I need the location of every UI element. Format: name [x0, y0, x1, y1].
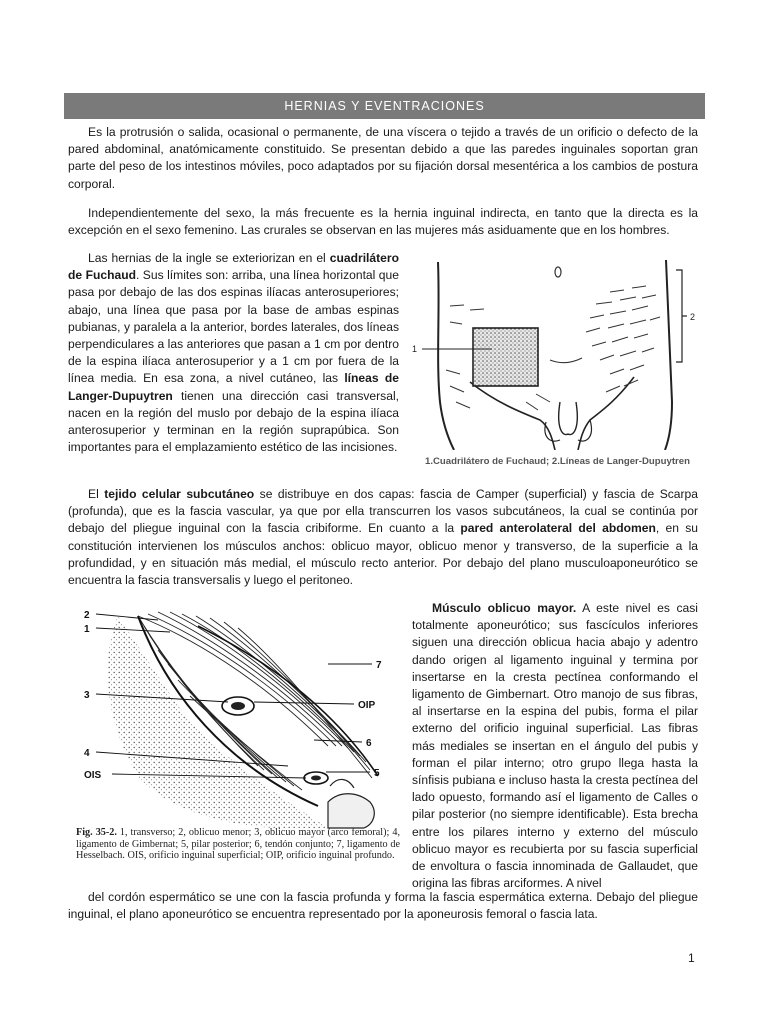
page-number: 1 [688, 951, 695, 965]
figure2-caption-number: Fig. 35-2. [76, 827, 117, 838]
section-title: HERNIAS Y EVENTRACIONES [64, 93, 705, 119]
figure2-label-3: 3 [84, 690, 90, 701]
figure1-label-2: 2 [690, 312, 696, 322]
figure2-label-oip: OIP [358, 700, 376, 711]
text-run: tienen una dirección casi transversal, nacen en la región del muslo por debajo de la espina ilíaca anterosuperior y terminan en la región suprapúbica. Son importantes para el emplazamiento estético de las incisiones. [68, 388, 399, 455]
bold-term: tejido celular subcutáneo [104, 487, 255, 501]
inguinal-anatomy-figure [78, 606, 402, 830]
bold-term: líneas de Langer-Dupuytren [68, 371, 399, 403]
text-run: . Sus límites son: arriba, una línea horizontal que pasa por debajo de las dos espinas ilíacas anterosuperiores; abajo, una línea que pasa por la base de ambas espinas pubianas, y paralela a la anterior, bordes laterales, dos líneas perpendiculares a las anteriores que pasan a 1 cm por dentro de la espina ilíaca anterosuperior y a 1 cm por fuera de la línea media. En esa zona, a nivel cutáneo, las [68, 268, 399, 386]
paragraph-subcutaneous [68, 486, 698, 589]
paragraph-frequency: Independientemente del sexo, la más frecuente es la hernia inguinal indirecta, en tanto que la directa es la excepción en el sexo femenino. Las crurales se observan en las mujeres más asiduamente que en los hombres. [68, 206, 698, 238]
text-run: se distribuye en dos capas: fascia de Camper (superficial) y fascia de Scarpa (profunda), que es la fascia vascular, ya que por ella transcurren los vasos subcutáneos, la cual se continúa por debajo del pliegue inguinal con la fascia cribiforme. En cuanto a la [68, 487, 699, 536]
bold-term: Músculo oblicuo mayor. [432, 601, 577, 615]
paragraph-fuchaud [68, 250, 399, 456]
text-run: A este nivel es casi totalmente aponeurótico; sus fascículos inferiores siguen una dirección oblicua hacia abajo y adentro dando origen al ligamento inguinal y termina por insertarse en la cresta pectínea conformando el ligamento de Gimbernart. Otro manojo de sus fibras, al insertarse en la espina del pubis, forma el pilar externo del orificio inguinal superficial. Las fibras más mediales se insertan en el ángulo del pubis y forman el pilar interno; otro grupo llega hasta la sínfisis pubiana e incluso hasta la cresta pectínea del lado opuesto, formando así el ligamento de Calles o pilar posterior (no siempre identificable). Esta brecha entre los pilares interno y externo del músculo oblicuo mayor es recubierta por su fascia superficial de envoltura o fascia innominada de Gallaudet, que origina las fibras arciformes. A nivel [412, 601, 698, 891]
text-run: , en su constitución intervienen los músculos anchos: oblicuo mayor, oblicuo menor y transverso, de la superficie a la profundidad, y en situación más medial, el músculo recto anterior. Por debajo del plano musculoaponeurótico se encuentra la fascia transversalis y luego el peritoneo. [68, 521, 698, 588]
figure2-label-4: 4 [84, 748, 90, 759]
bold-term: cuadrilátero de Fuchaud [68, 251, 399, 283]
figure2-label-7: 7 [376, 660, 382, 671]
figure1-label-1: 1 [412, 344, 418, 354]
text-run: El [88, 487, 105, 501]
fuchaud-figure [410, 252, 702, 450]
figure2-caption [76, 827, 400, 862]
figure1-caption: 1.Cuadrilátero de Fuchaud; 2.Líneas de Langer-Dupuytren [425, 456, 690, 467]
text-run: Las hernias de la ingle se exteriorizan en el [88, 251, 330, 265]
figure2-caption-text: 1, transverso; 2, oblicuo menor; 3, oblicuo mayor (arco femoral); 4, ligamento de Gimbernat; 5, pilar posterior; 6, tendón conjunto; 7, ligamento de Hesselbach. OIS, orificio inguinal superficial; OIP, orificio inguinal profundo. [76, 827, 400, 862]
figure2-label-6: 6 [366, 738, 372, 749]
figure2-label-1: 1 [84, 624, 90, 635]
figure2-label-ois: OIS [84, 770, 102, 781]
figure2-label-2: 2 [84, 610, 90, 621]
paragraph-external-oblique [412, 600, 698, 892]
bold-term: pared anterolateral del abdomen [460, 521, 656, 536]
paragraph-definition: Es la protrusión o salida, ocasional o permanente, de una víscera o tejido a través de un orificio o defecto de la pared abdominal, anatómicamente constituido. Se presentan debido a que las paredes inguinales soportan gran parte del peso de los intestinos móviles, poco adaptados por su fijación dorsal mesentérica a los cambios de postura corporal. [68, 125, 698, 191]
figure2-label-5: 5 [374, 768, 380, 779]
paragraph-external-oblique-continued: del cordón espermático se une con la fascia profunda y forma la fascia espermática externa. Debajo del pliegue inguinal, el plano aponeurótico se encuentra representado por la aponeurosis femoral o fascia lata. [68, 890, 698, 922]
